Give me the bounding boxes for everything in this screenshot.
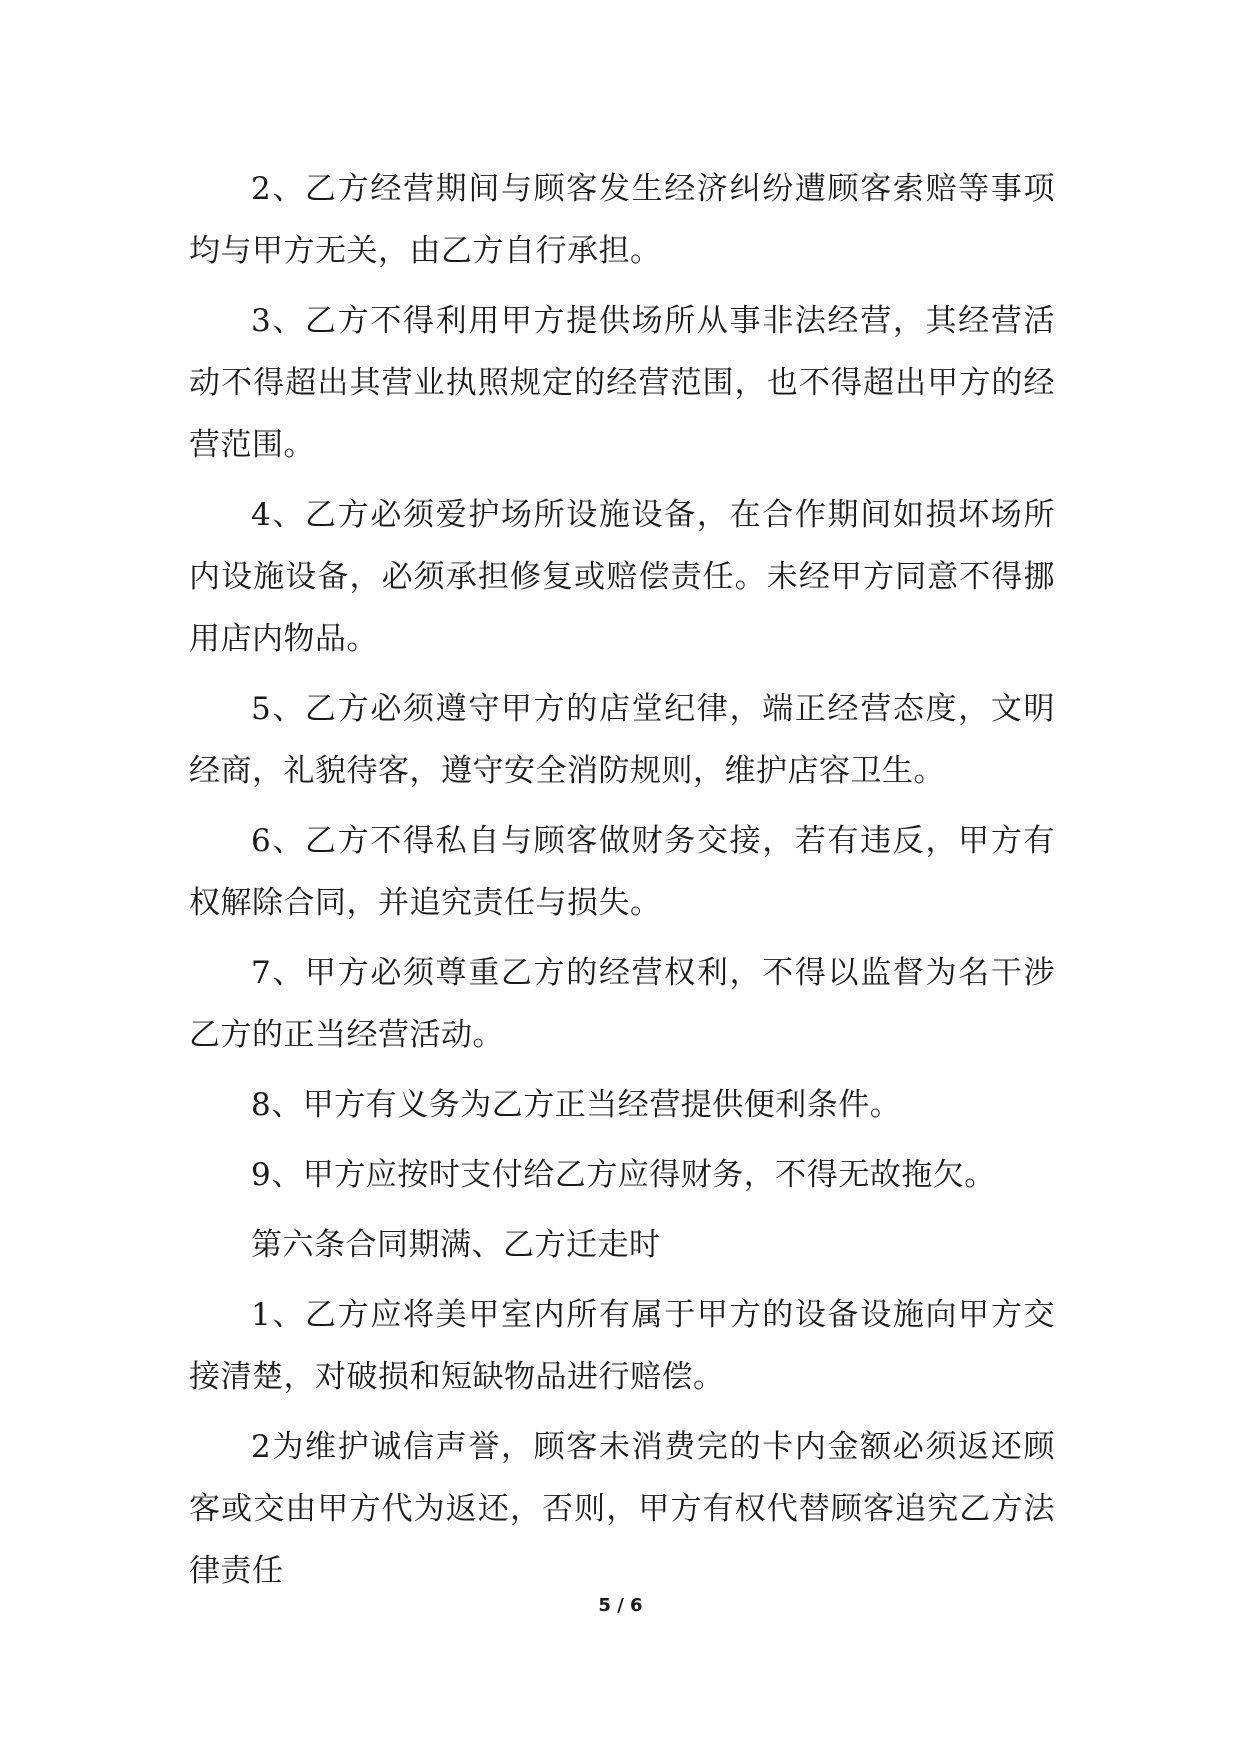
paragraph-clause-4: 4、乙方必须爱护场所设施设备，在合作期间如损坏场所内设施设备，必须承担修复或赔偿责任。未经甲方同意不得挪用店内物品。	[189, 497, 1055, 657]
paragraph-clause-2: 2、乙方经营期间与顾客发生经济纠纷遭顾客索赔等事项均与甲方无关，由乙方自行承担。	[189, 171, 1055, 269]
page-number: 5 / 6	[598, 1595, 643, 1616]
paragraph-article-6-clause-1: 1、乙方应将美甲室内所有属于甲方的设备设施向甲方交接清楚，对破损和短缺物品进行赔偿。	[189, 1297, 1055, 1395]
paragraph-clause-7: 7、甲方必须尊重乙方的经营权利，不得以监督为名干涉乙方的正当经营活动。	[189, 955, 1055, 1053]
document-body	[189, 158, 1055, 1610]
paragraph-clause-6: 6、乙方不得私自与顾客做财务交接，若有违反，甲方有权解除合同，并追究责任与损失。	[189, 823, 1055, 921]
paragraph-clause-9: 9、甲方应按时支付给乙方应得财务，不得无故拖欠。	[251, 1157, 996, 1193]
paragraph-clause-5: 5、乙方必须遵守甲方的店堂纪律，端正经营态度，文明经商，礼貌待客，遵守安全消防规则，维护店容卫生。	[189, 691, 1055, 789]
paragraph-clause-8: 8、甲方有义务为乙方正当经营提供便利条件。	[251, 1087, 902, 1123]
section-heading-article-6: 第六条合同期满、乙方迁走时	[251, 1227, 661, 1263]
paragraph-clause-3: 3、乙方不得利用甲方提供场所从事非法经营，其经营活动不得超出其营业执照规定的经营范围，也不得超出甲方的经营范围。	[189, 303, 1055, 463]
paragraph-article-6-clause-2: 2为维护诚信声誉，顾客未消费完的卡内金额必须返还顾客或交由甲方代为返还，否则，甲方有权代替顾客追究乙方法律责任	[189, 1429, 1055, 1589]
